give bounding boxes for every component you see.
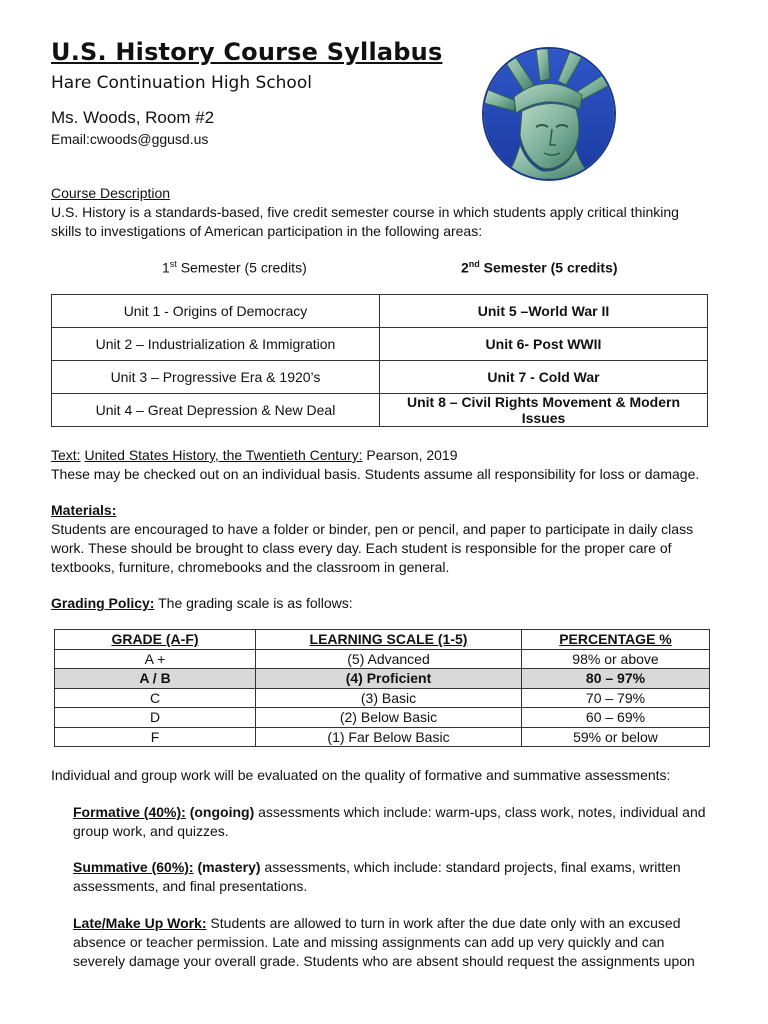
course-description-heading: Course Description: [51, 185, 171, 201]
summative-text: assessments, which include: standard projects, final exams, written assessments, and final presentations.: [73, 859, 681, 894]
grade-cell: C: [55, 688, 256, 708]
unit-cell: Unit 6- Post WWII: [380, 328, 708, 361]
scale-cell: (1) Far Below Basic: [256, 727, 522, 747]
formative-text: assessments which include: warm-ups, class work, notes, individual and group work, and quizzes.: [73, 804, 706, 839]
scale-cell: (3) Basic: [256, 688, 522, 708]
table-row: [55, 688, 710, 708]
unit-cell: Unit 7 - Cold War: [380, 361, 708, 394]
first-semester-label: 1st Semester (5 credits): [162, 259, 307, 276]
grading-table: [54, 629, 710, 747]
materials-heading: Materials:: [51, 502, 117, 518]
unit-cell: Unit 3 – Progressive Era & 1920’s: [52, 361, 380, 394]
table-row: [52, 328, 708, 361]
table-row: [52, 361, 708, 394]
late-work-paragraph: [73, 914, 713, 971]
unit-cell: Unit 2 – Industrialization & Immigration: [52, 328, 380, 361]
column-header: GRADE (A-F): [55, 630, 256, 650]
grade-cell: A / B: [55, 669, 256, 689]
column-header: LEARNING SCALE (1-5): [256, 630, 522, 650]
document-title: U.S. History Course Syllabus: [51, 38, 443, 66]
grade-cell: D: [55, 708, 256, 728]
summative-tag: (mastery): [193, 859, 261, 875]
course-description-text: U.S. History is a standards-based, five credit semester course in which students apply critical thinking skills to investigations of American participation in the following areas:: [51, 204, 679, 239]
evaluation-text: Individual and group work will be evaluated on the quality of formative and summative assessments:: [51, 767, 671, 783]
table-row: [52, 295, 708, 328]
formative-tag: (ongoing): [185, 804, 255, 820]
unit-cell: Unit 5 –World War II: [380, 295, 708, 328]
table-row: [55, 708, 710, 728]
materials-text: Students are encouraged to have a folder or binder, pen or pencil, and paper to participate in daily class work. These should be brought to class every day. Each student is responsible for the proper care of textbooks, furniture, chromebooks and the classroom in general.: [51, 521, 694, 575]
formative-label: Formative (40%):: [73, 804, 186, 820]
scale-cell: (5) Advanced: [256, 649, 522, 669]
late-work-text: Students are allowed to turn in work after the due date only with an excused absence or teacher permission. Late and missing assignments can add up very quickly and can severely damage your overall grade. Students who are absent should request the assignments upon: [73, 915, 695, 969]
grade-cell: F: [55, 727, 256, 747]
formative-paragraph: [73, 803, 713, 841]
textbook-publisher: Pearson, 2019: [362, 447, 458, 463]
percentage-cell: 80 – 97%: [522, 669, 710, 689]
table-row: [55, 649, 710, 669]
grade-cell: A +: [55, 649, 256, 669]
percentage-cell: 70 – 79%: [522, 688, 710, 708]
textbook-title: United States History, the Twentieth Century:: [84, 447, 363, 463]
teacher-email: Email:cwoods@ggusd.us: [51, 131, 209, 147]
percentage-cell: 60 – 69%: [522, 708, 710, 728]
late-work-label: Late/Make Up Work:: [73, 915, 207, 931]
column-header: PERCENTAGE %: [522, 630, 710, 650]
unit-cell: Unit 4 – Great Depression & New Deal: [52, 394, 380, 427]
table-row: [52, 394, 708, 427]
grading-policy-line: [51, 594, 711, 613]
text-label: Text:: [51, 447, 81, 463]
units-table: [51, 294, 708, 427]
table-row: [55, 669, 710, 689]
unit-cell: Unit 1 - Origins of Democracy: [52, 295, 380, 328]
grading-policy-heading: Grading Policy:: [51, 595, 155, 611]
grading-policy-intro: The grading scale is as follows:: [154, 595, 353, 611]
scale-cell: (2) Below Basic: [256, 708, 522, 728]
scale-cell: (4) Proficient: [256, 669, 522, 689]
second-semester-label: 2nd Semester (5 credits): [461, 259, 618, 276]
text-line: [51, 446, 711, 465]
table-row: [55, 727, 710, 747]
school-name: Hare Continuation High School: [51, 73, 312, 93]
summative-paragraph: [73, 858, 713, 896]
percentage-cell: 59% or below: [522, 727, 710, 747]
unit-cell: Unit 8 – Civil Rights Movement & Modern Issues: [380, 394, 708, 427]
percentage-cell: 98% or above: [522, 649, 710, 669]
teacher-name: Ms. Woods, Room #2: [51, 108, 215, 127]
text-note: These may be checked out on an individual basis. Students assume all responsibility for loss or damage.: [51, 466, 700, 482]
statue-of-liberty-image: [482, 47, 616, 181]
table-header-row: [55, 630, 710, 650]
summative-label: Summative (60%):: [73, 859, 194, 875]
